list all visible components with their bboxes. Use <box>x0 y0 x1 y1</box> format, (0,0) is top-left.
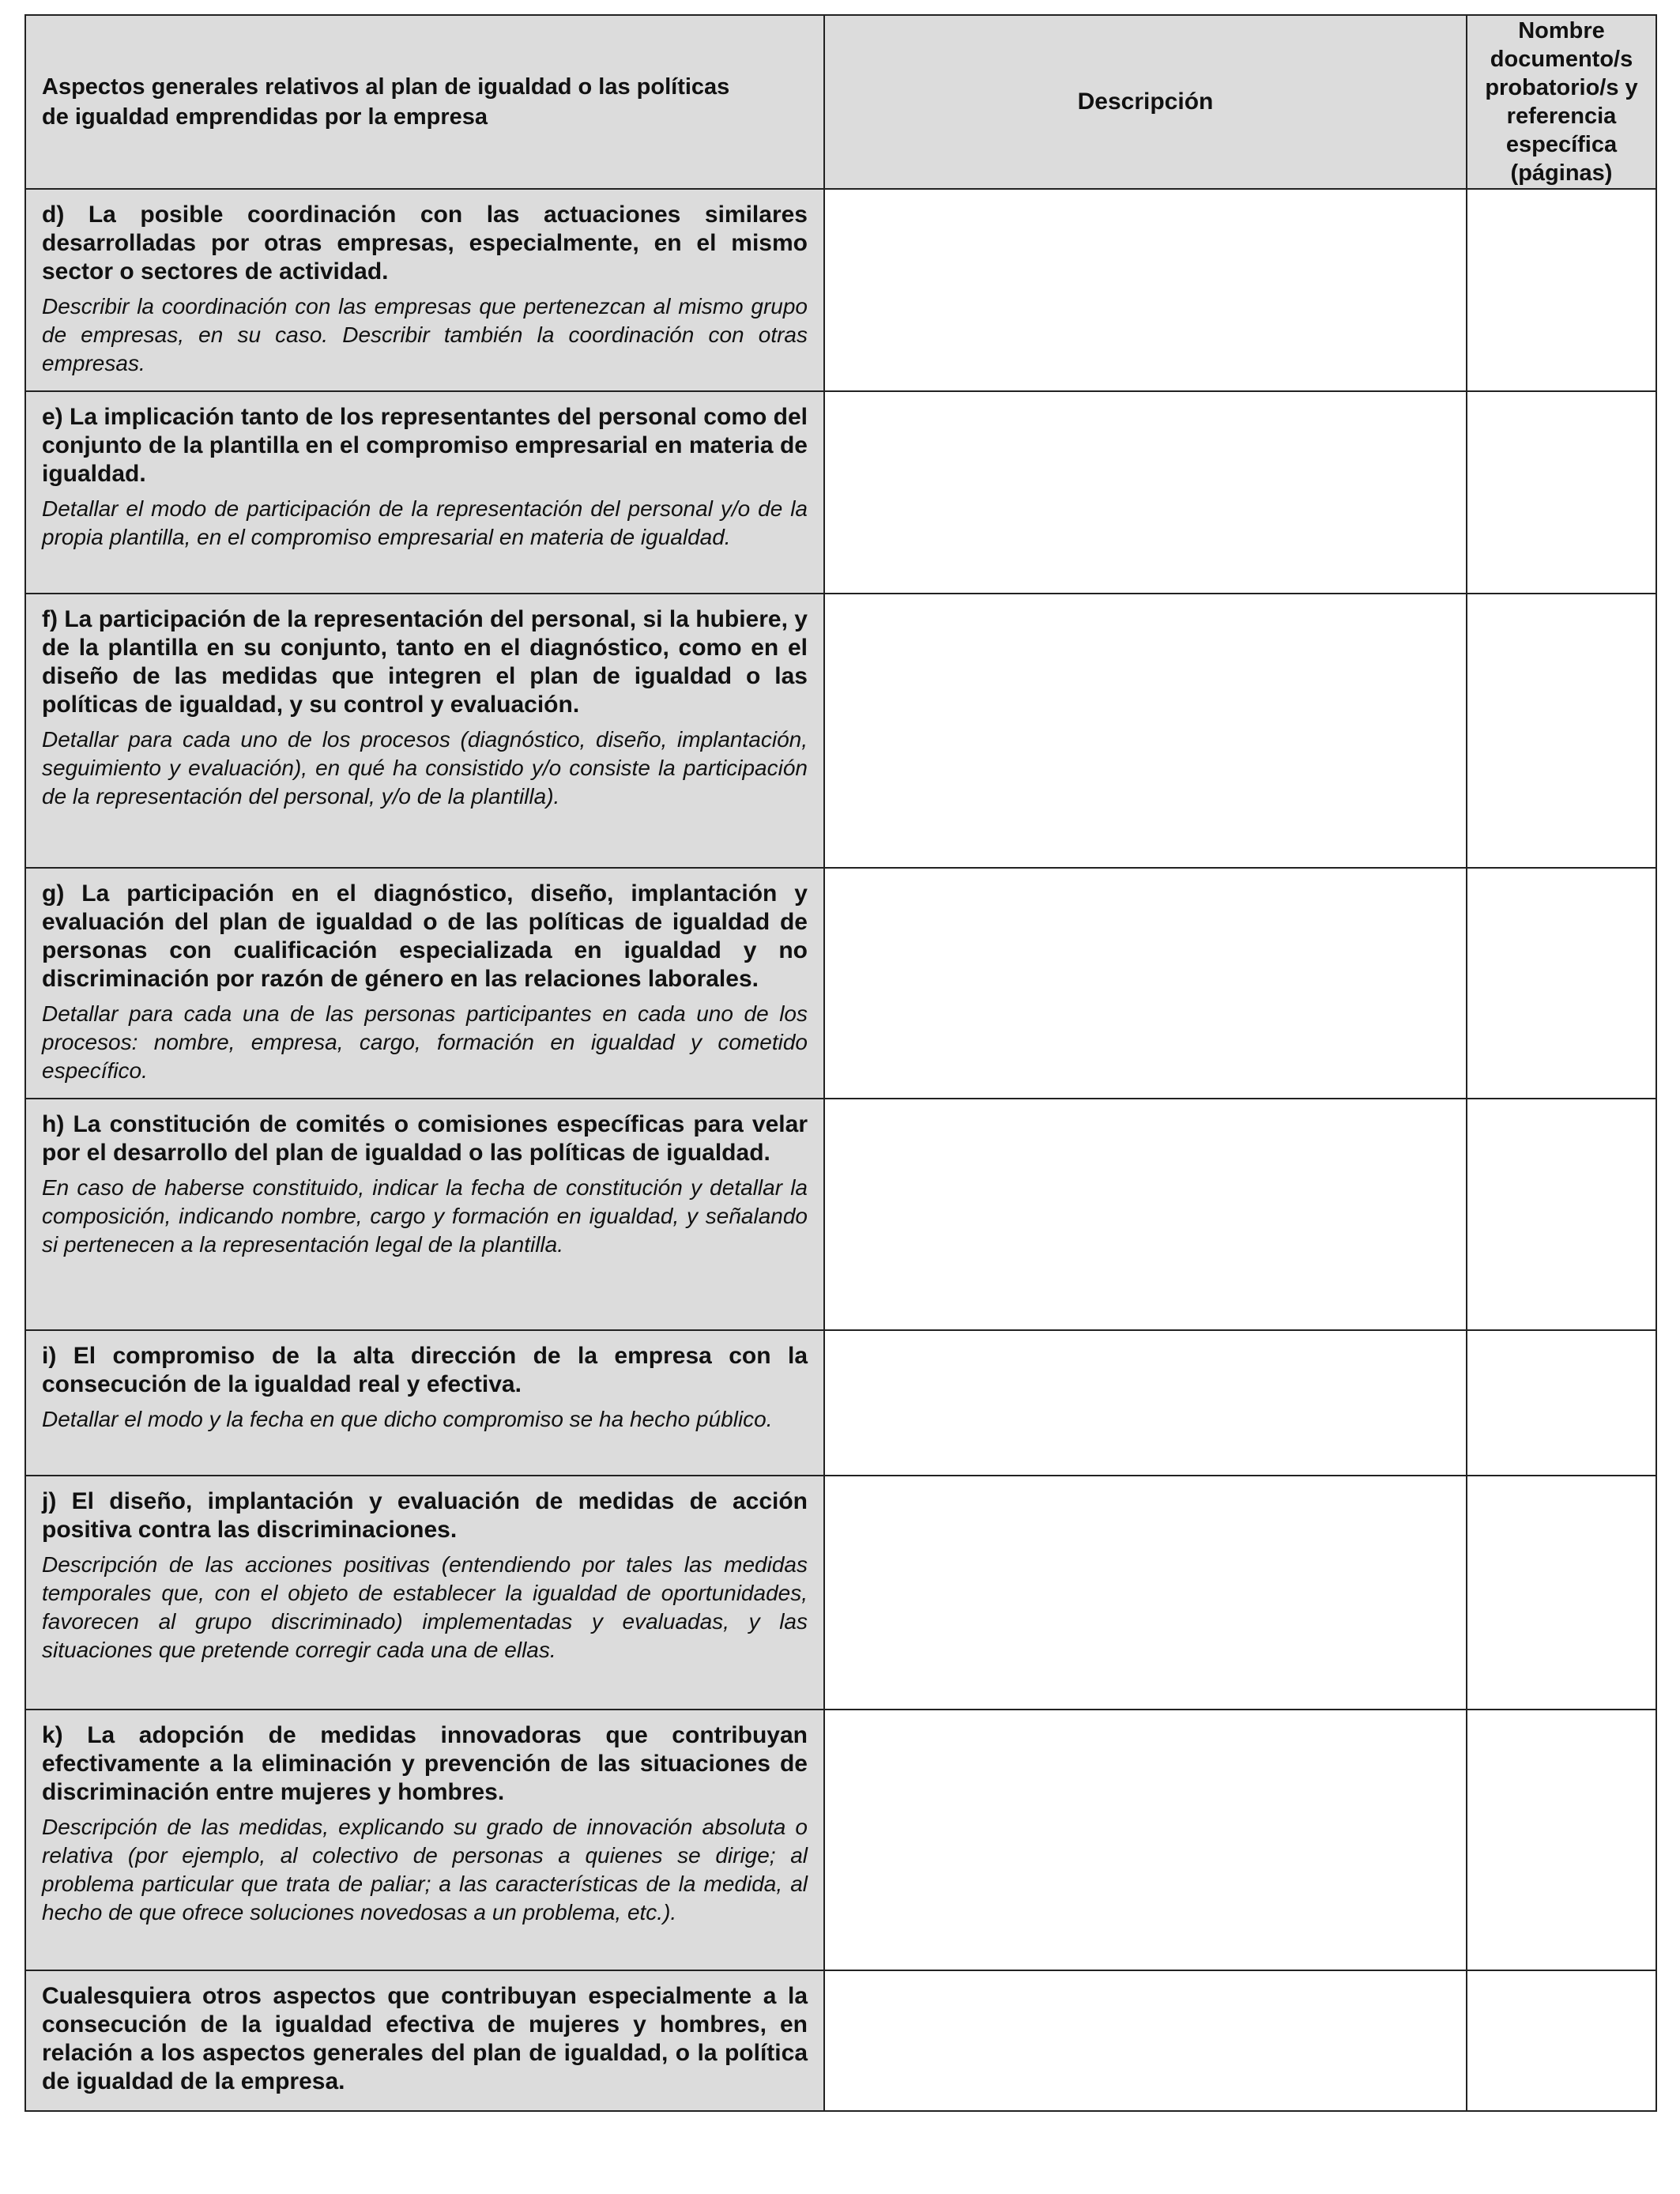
description-cell[interactable] <box>824 189 1467 391</box>
table-row <box>25 1476 1656 1710</box>
aspect-title: i) El compromiso de la alta dirección de la empresa con la consecución de la igualdad real y efectiva. <box>42 1343 808 1397</box>
aspect-note: Detallar para cada una de las personas participantes en cada uno de los procesos: nombre, empresa, cargo, formación en igualdad y cometido específico. <box>42 1001 808 1083</box>
table-row <box>25 1330 1656 1476</box>
description-cell[interactable] <box>824 1710 1467 1970</box>
aspect-title: h) La constitución de comités o comisiones específicas para velar por el desarrollo del plan de igualdad o las políticas de igualdad. <box>42 1111 808 1166</box>
reference-cell[interactable] <box>1467 1099 1656 1330</box>
description-cell[interactable] <box>824 594 1467 868</box>
header-description: Descripción <box>824 15 1467 189</box>
aspect-title: f) La participación de la representación del personal, si la hubiere, y de la plantilla en su conjunto, tanto en el diagnóstico, como en el diseño de las medidas que integren el plan de igualdad o las políticas de igualdad, y su control y evaluación. <box>42 606 808 718</box>
table-row <box>25 1099 1656 1330</box>
aspect-cell <box>25 1970 824 2111</box>
aspect-title: d) La posible coordinación con las actuaciones similares desarrolladas por otras empresas, especialmente, en el mismo sector o sectores de actividad. <box>42 202 808 285</box>
description-cell[interactable] <box>824 1330 1467 1476</box>
description-cell[interactable] <box>824 391 1467 594</box>
aspect-cell <box>25 1710 824 1970</box>
aspect-cell <box>25 189 824 391</box>
equality-aspects-table <box>24 14 1657 2112</box>
header-document-reference: Nombre documento/s probatorio/s y referencia específica (páginas) <box>1467 15 1656 189</box>
aspect-title: e) La implicación tanto de los representantes del personal como del conjunto de la plantilla en el compromiso empresarial en materia de igualdad. <box>42 404 808 487</box>
aspect-note: Detallar para cada uno de los procesos (diagnóstico, diseño, implantación, seguimiento y evaluación), en qué ha consistido y/o consiste la participación de la representación del personal, y/o de la plantilla). <box>42 727 808 809</box>
table-row <box>25 594 1656 868</box>
aspect-cell <box>25 594 824 868</box>
reference-cell[interactable] <box>1467 1710 1656 1970</box>
aspect-cell <box>25 1476 824 1710</box>
table-header-row <box>25 15 1656 189</box>
aspect-note: Describir la coordinación con las empresas que pertenezcan al mismo grupo de empresas, en su caso. Describir también la coordinación con otras empresas. <box>42 294 808 375</box>
reference-cell[interactable] <box>1467 1330 1656 1476</box>
table-row <box>25 391 1656 594</box>
aspect-cell <box>25 1330 824 1476</box>
aspect-title: k) La adopción de medidas innovadoras que contribuyan efectivamente a la eliminación y prevención de las situaciones de discriminación entre mujeres y hombres. <box>42 1722 808 1805</box>
table-row <box>25 1710 1656 1970</box>
aspect-note: Detallar el modo y la fecha en que dicho compromiso se ha hecho público. <box>42 1407 773 1431</box>
aspect-note: Detallar el modo de participación de la representación del personal y/o de la propia plantilla, en el compromiso empresarial en materia de igualdad. <box>42 496 808 549</box>
aspect-title: j) El diseño, implantación y evaluación de medidas de acción positiva contra las discriminaciones. <box>42 1488 808 1543</box>
reference-cell[interactable] <box>1467 868 1656 1099</box>
header-aspects-line1: Aspectos generales relativos al plan de igualdad o las políticas <box>42 74 730 100</box>
aspect-cell <box>25 391 824 594</box>
description-cell[interactable] <box>824 1099 1467 1330</box>
header-aspects <box>25 15 824 189</box>
header-aspects-line2: de igualdad emprendidas por la empresa <box>42 104 488 130</box>
reference-cell[interactable] <box>1467 594 1656 868</box>
aspect-note: En caso de haberse constituido, indicar la fecha de constitución y detallar la composición, indicando nombre, cargo y formación en igualdad, y señalando si pertenecen a la representación legal de la plantilla. <box>42 1175 808 1257</box>
reference-cell[interactable] <box>1467 1970 1656 2111</box>
description-cell[interactable] <box>824 1476 1467 1710</box>
reference-cell[interactable] <box>1467 1476 1656 1710</box>
description-cell[interactable] <box>824 868 1467 1099</box>
aspect-note: Descripción de las acciones positivas (entendiendo por tales las medidas temporales que, con el objeto de establecer la igualdad de oportunidades, favorecen al grupo discriminado) implementadas y evaluadas, y las situaciones que pretende corregir cada una de ellas. <box>42 1552 808 1662</box>
aspect-title: Cualesquiera otros aspectos que contribuyan especialmente a la consecución de la igualdad efectiva de mujeres y hombres, en relación a los aspectos generales del plan de igualdad, o la política de igualdad de la empresa. <box>42 1983 808 2094</box>
aspect-note: Descripción de las medidas, explicando su grado de innovación absoluta o relativa (por ejemplo, al colectivo de personas a quienes se dirige; al problema particular que trata de paliar; a las características de la medida, al hecho de que ofrece soluciones novedosas a un problema, etc.). <box>42 1815 808 1924</box>
description-cell[interactable] <box>824 1970 1467 2111</box>
aspect-title: g) La participación en el diagnóstico, diseño, implantación y evaluación del plan de igualdad o de las políticas de igualdad de personas con cualificación especializada en igualdad y no discriminación por razón de género en las relaciones laborales. <box>42 880 808 992</box>
table-row <box>25 868 1656 1099</box>
reference-cell[interactable] <box>1467 189 1656 391</box>
table-row <box>25 189 1656 391</box>
table-row <box>25 1970 1656 2111</box>
aspect-cell <box>25 868 824 1099</box>
reference-cell[interactable] <box>1467 391 1656 594</box>
aspect-cell <box>25 1099 824 1330</box>
